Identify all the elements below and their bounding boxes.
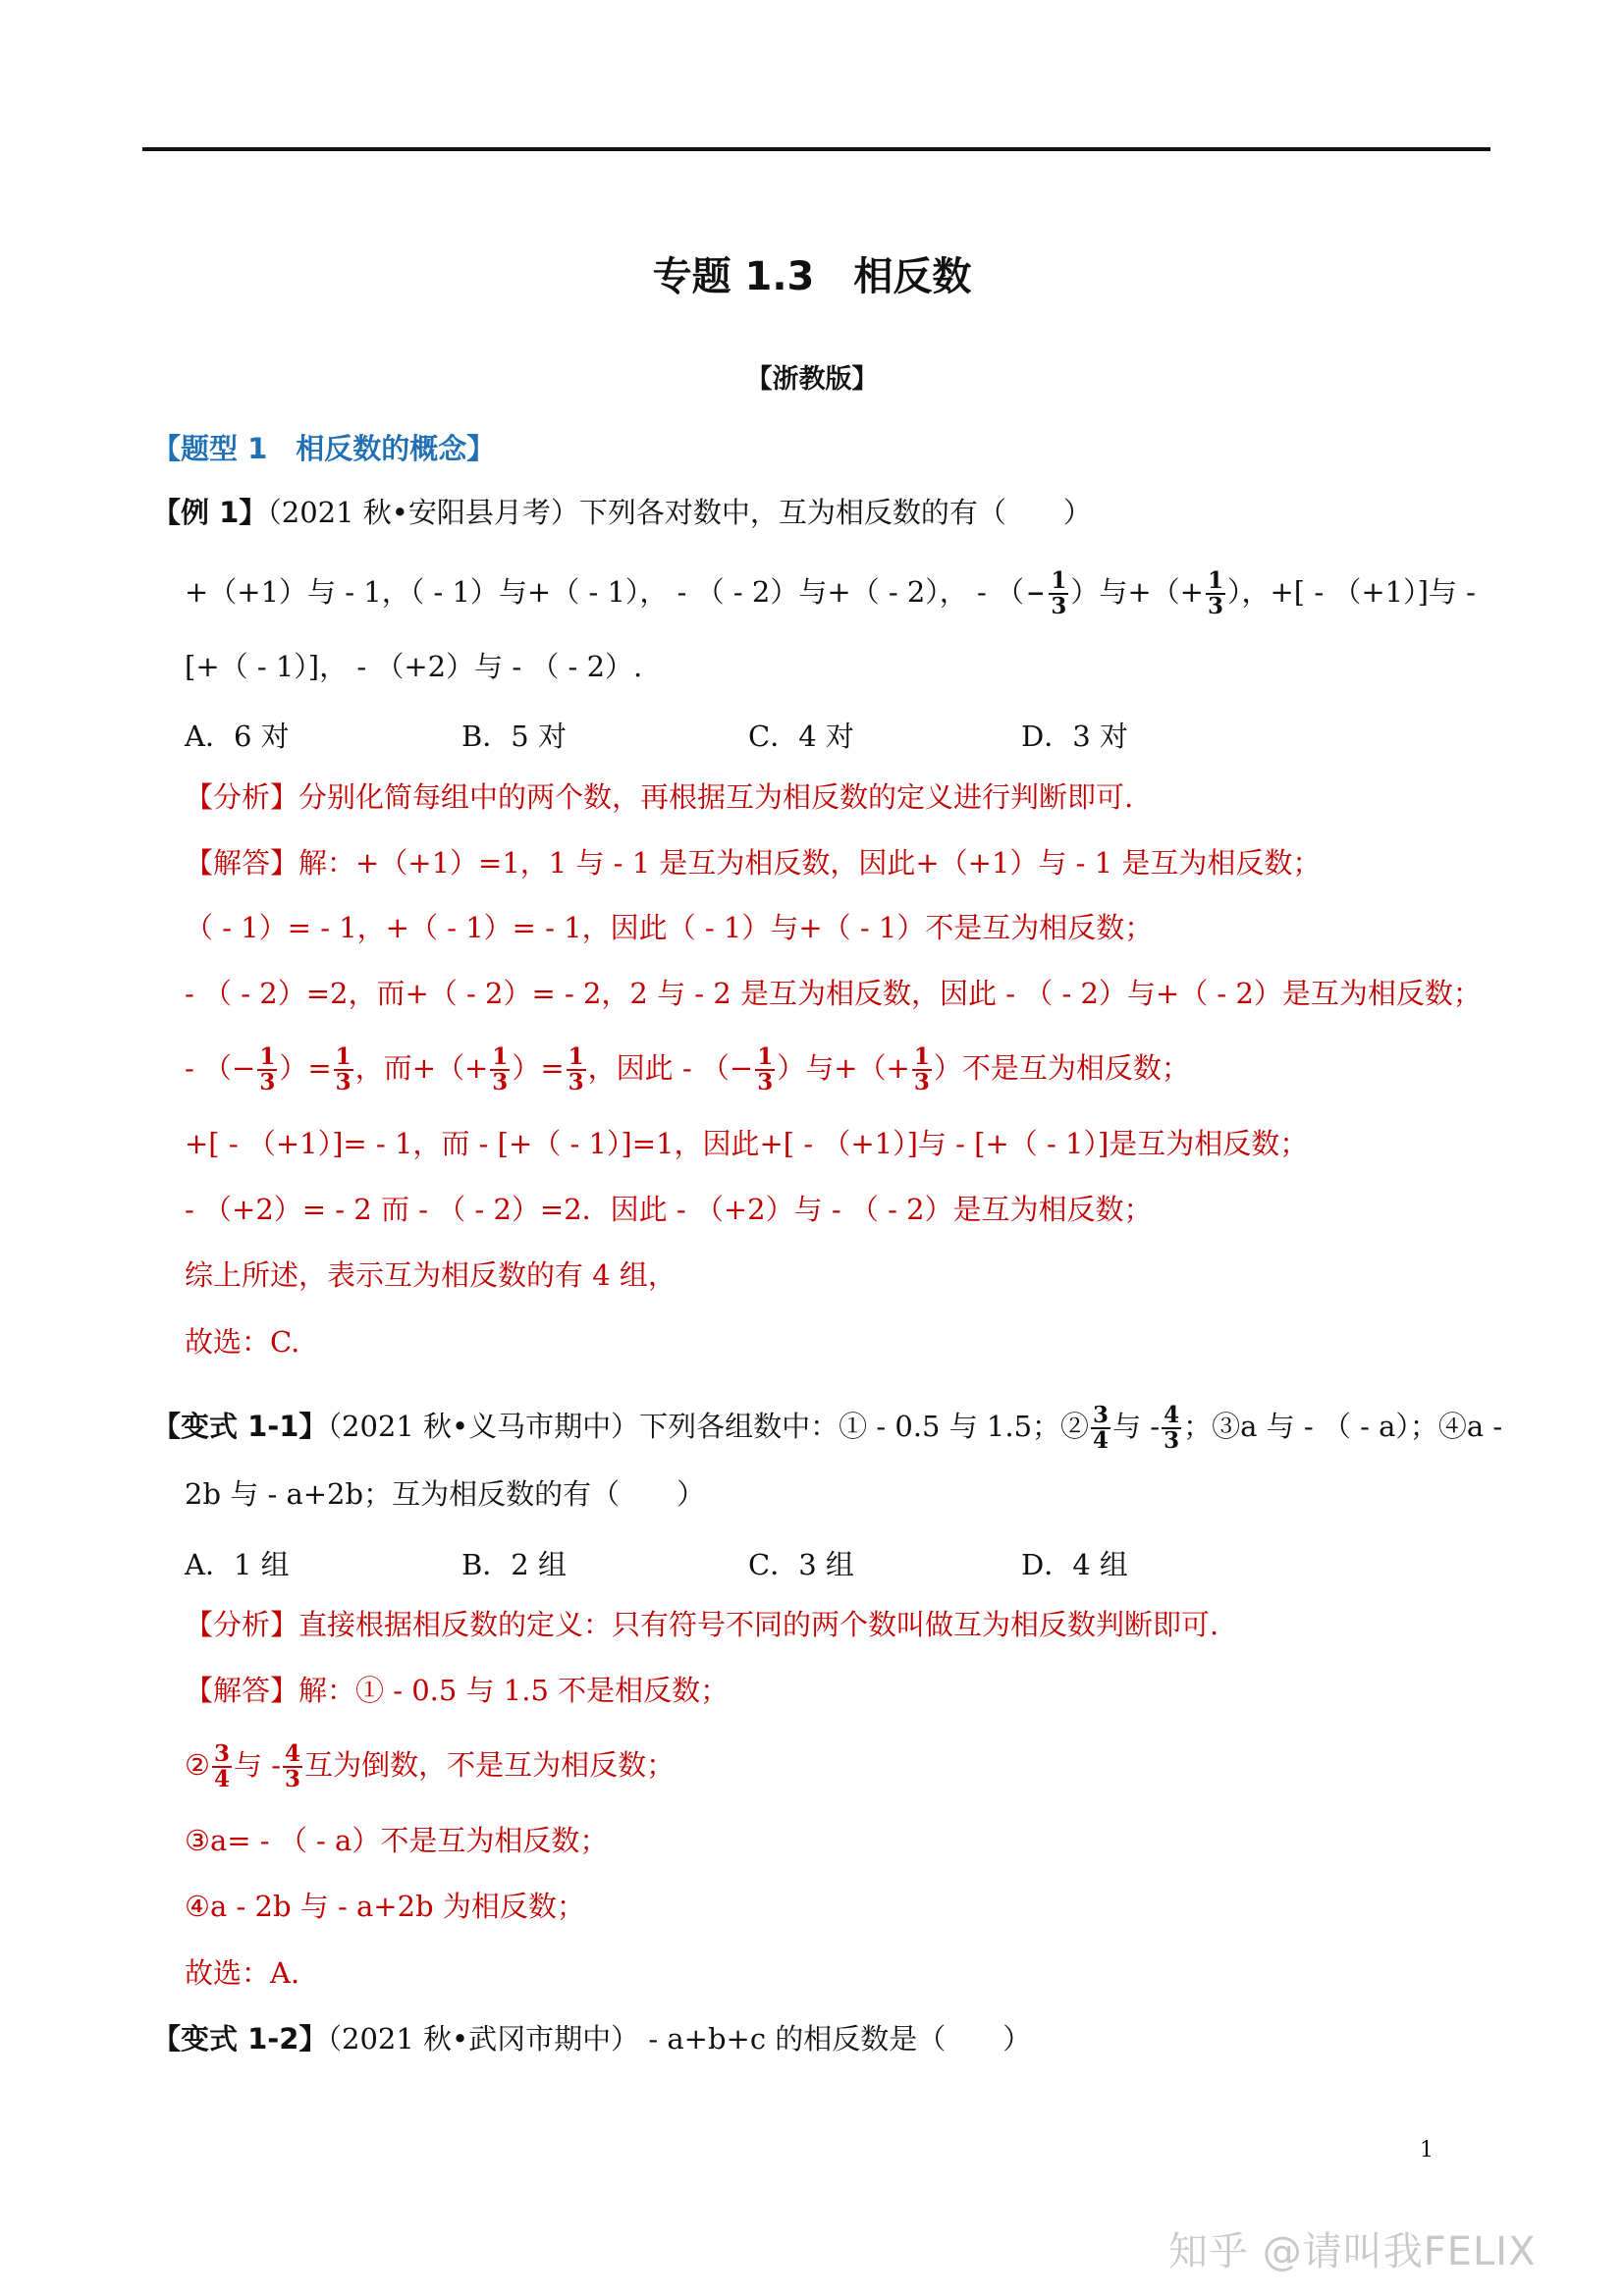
pairs-text: +（+1）与 - 1，（ - 1）与+（ - 1）， - （ - 2）与+（ - 2）， - （ bbox=[185, 575, 1025, 610]
fraction-one-third: $\frac{1}{3}$ bbox=[757, 1043, 774, 1096]
fraction-one-third: $\frac{1}{3}$ bbox=[1051, 567, 1067, 620]
variant1-1-analysis: 【分析】直接根据相反数的定义：只有符号不同的两个数叫做互为相反数判断即可. bbox=[185, 1608, 1219, 1641]
answer-fraction-line: - （− $\frac{1}{3}$ ）= $\frac{1}{3}$ ，而+（+ $\frac{1}{3}$ ）= $\frac{1}{3}$ ，因此 - （− $\frac{1}{3}$ ）与+（+ $\frac{1}{3}$ ）不是互为相反数； bbox=[185, 1043, 1190, 1096]
variant1-1-line2: 2b 与 - a+2b；互为相反数的有（ ） bbox=[185, 1477, 706, 1511]
fraction-three-fourths: $\frac{3}{4}$ bbox=[1093, 1402, 1110, 1455]
pairs-text: ），+[ - （+1）]与 - bbox=[1227, 575, 1476, 610]
example1-analysis: 【分析】分别化简每组中的两个数，再根据互为相反数的定义进行判断即可. bbox=[185, 780, 1134, 814]
answer-choice: 故选：A. bbox=[185, 1956, 300, 1990]
header-rule bbox=[142, 147, 1490, 151]
fraction-one-third: $\frac{1}{3}$ bbox=[913, 1043, 930, 1096]
fraction-one-third: $\frac{1}{3}$ bbox=[1207, 567, 1223, 620]
fraction-one-third: $\frac{1}{3}$ bbox=[335, 1043, 352, 1096]
answer-line: 【解答】解：① - 0.5 与 1.5 不是相反数； bbox=[185, 1674, 730, 1707]
fraction-three-fourths: $\frac{3}{4}$ bbox=[214, 1740, 231, 1793]
pairs-text: ）与+（ bbox=[1070, 575, 1180, 610]
example1-source: （2021 秋•安阳县月考）下列各对数中，互为相反数的有（ ） bbox=[267, 496, 1092, 529]
answer-choice: 故选：C. bbox=[185, 1325, 300, 1359]
option-d: D．3 对 bbox=[1021, 720, 1128, 753]
answer-line: ③a= - （ - a）不是互为相反数； bbox=[185, 1824, 609, 1857]
answer-line: ④a - 2b 与 - a+2b 为相反数； bbox=[185, 1890, 585, 1923]
fraction-four-thirds: $\frac{4}{3}$ bbox=[1164, 1402, 1180, 1455]
watermark: 知乎 @请叫我FELIX bbox=[1168, 2229, 1537, 2274]
answer-line: +[ - （+1）]= - 1，而 - [+（ - 1）]=1，因此+[ - （+1）]与 - [+（ - 1）]是互为相反数； bbox=[185, 1127, 1309, 1160]
answer-line: - （ - 2）=2，而+（ - 2）= - 2，2 与 - 2 是互为相反数，因此 - （ - 2）与+（ - 2）是互为相反数； bbox=[185, 977, 1482, 1010]
fraction-one-third: $\frac{1}{3}$ bbox=[259, 1043, 276, 1096]
answer-line: （ - 1）= - 1，+（ - 1）= - 1，因此（ - 1）与+（ - 1）不是互为相反数； bbox=[185, 911, 1154, 944]
option-c: C．3 组 bbox=[748, 1548, 854, 1581]
option-a: A．1 组 bbox=[185, 1548, 290, 1581]
example1-pairs-line2: [+（ - 1）]， - （+2）与 - （ - 2）. bbox=[185, 650, 643, 683]
option-d: D．4 组 bbox=[1021, 1548, 1128, 1581]
fraction-one-third: $\frac{1}{3}$ bbox=[568, 1043, 584, 1096]
variant1-2-question: 【变式 1-2】（2021 秋•武冈市期中） - a+b+c 的相反数是（ ） bbox=[152, 2022, 1032, 2056]
fraction-one-third: $\frac{1}{3}$ bbox=[492, 1043, 509, 1096]
answer-line: 【解答】解：+（+1）=1，1 与 - 1 是互为相反数，因此+（+1）与 - 1 是互为相反数； bbox=[185, 846, 1322, 880]
example1-question bbox=[152, 496, 1092, 530]
option-a: A．6 对 bbox=[185, 720, 290, 753]
fraction: − bbox=[1026, 580, 1046, 608]
answer-fraction-line: ② $\frac{3}{4}$ 与 - $\frac{4}{3}$ 互为倒数，不是互为相反数； bbox=[185, 1740, 676, 1793]
edition-label: 【浙教版】 bbox=[745, 364, 879, 395]
option-b: B．2 组 bbox=[461, 1548, 567, 1581]
page-title: 专题 1.3 相反数 bbox=[652, 254, 972, 299]
example1-pairs-line1: +（+1）与 - 1，（ - 1）与+（ - 1）， - （ - 2）与+（ - 2）， - （− $\frac{1}{3}$ ）与+（+ $\frac{1}{3}$ ），+[ - （+1）]与 - bbox=[185, 567, 1476, 620]
fraction-four-thirds: $\frac{4}{3}$ bbox=[285, 1740, 301, 1793]
option-c: C．4 对 bbox=[748, 720, 854, 753]
answer-line: - （+2）= - 2 而 - （ - 2）=2．因此 - （+2）与 - （ - 2）是互为相反数； bbox=[185, 1193, 1153, 1226]
example1-tag: 【例 1】 bbox=[152, 496, 268, 529]
variant-tag: 【变式 1-2】 bbox=[152, 2022, 328, 2056]
page-number: 1 bbox=[1420, 2138, 1434, 2163]
variant1-1-question: 【变式 1-1】（2021 秋•义马市期中）下列各组数中：① - 0.5 与 1.5；② $\frac{3}{4}$ 与 - $\frac{4}{3}$ ；③a 与 - （ - a）；④a - bbox=[152, 1402, 1503, 1455]
answer-line: 综上所述，表示互为相反数的有 4 组， bbox=[185, 1258, 677, 1292]
section-heading: 【题型 1 相反数的概念】 bbox=[152, 432, 496, 465]
variant-tag: 【变式 1-1】 bbox=[152, 1410, 328, 1444]
option-b: B．5 对 bbox=[461, 720, 567, 753]
